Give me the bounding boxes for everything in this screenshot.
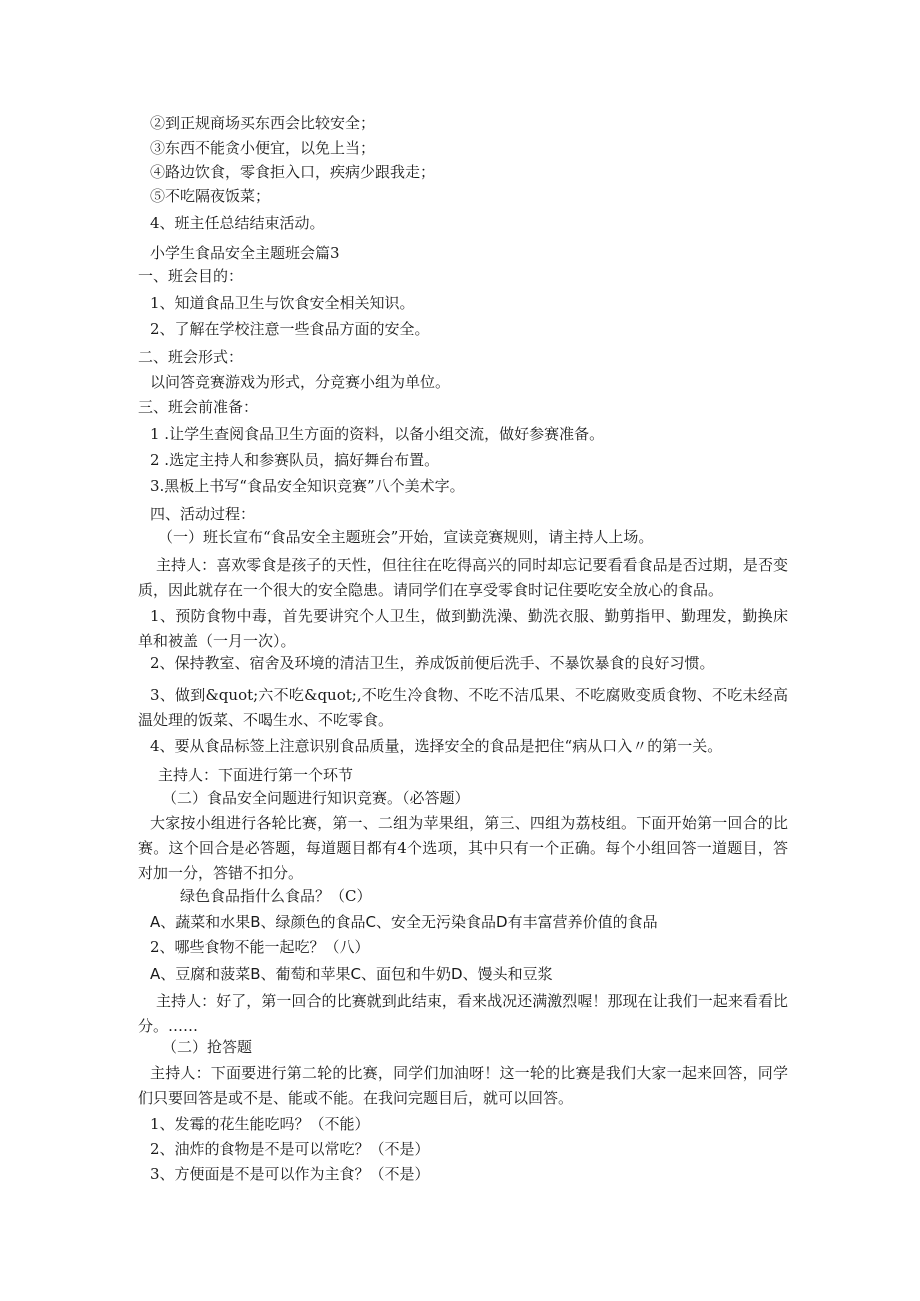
text-line: （一）班长宣布“食品安全主题班会”开始，宣读竞赛规则，请主持人上场。 <box>158 528 654 546</box>
text-line: 主持人：下面进行第一个环节 <box>158 766 354 784</box>
text-line: 2 .选定主持人和参赛队员，搞好舞台布置。 <box>150 451 440 469</box>
text-line: ③东西不能贪小便宜，以免上当； <box>150 139 376 157</box>
text-line: 4、班主任总结结束活动。 <box>150 214 325 232</box>
paragraph: 主持人：喜欢零食是孩子的天性，但往往在吃得高兴的同时却忘记要看看食品是否过期，是否变质，因此就存在一个很大的安全隐患。请同学们在享受零食时记住要吃安全放心的食品。 <box>138 556 788 599</box>
options: A、豆腐和菠菜B、葡萄和苹果C、面包和牛奶D、馒头和豆浆 <box>150 965 553 983</box>
text-line: 1、知道食品卫生与饮食安全相关知识。 <box>150 294 415 312</box>
text-line: ④路边饮食，零食拒入口，疾病少跟我走； <box>150 163 436 181</box>
question: 1、发霉的花生能吃吗？（不能） <box>150 1115 370 1133</box>
text-line: 1 .让学生查阅食品卫生方面的资料，以备小组交流，做好参赛准备。 <box>150 425 605 443</box>
text-line: （二）食品安全问题进行知识竞赛。（必答题） <box>162 789 470 807</box>
question: 2、哪些食物不能一起吃？（八） <box>150 938 370 956</box>
paragraph: 1、预防食物中毒，首先要讲究个人卫生，做到勤洗澡、勤洗衣服、勤剪指甲、勤理发，勤换床单和被盖（一月一次）。 <box>138 607 788 650</box>
text-line: ⑤不吃隔夜饭菜； <box>150 187 271 205</box>
paragraph: 主持人：下面要进行第二轮的比赛，同学们加油呀！这一轮的比赛是我们大家一起来回答，同学们只要回答是或不是、能或不能。在我问完题目后，就可以回答。 <box>138 1064 788 1107</box>
text-line: 以问答竞赛游戏为形式，分竞赛小组为单位。 <box>150 373 451 391</box>
paragraph: 3、做到&quot;六不吃&quot;,不吃生冷食物、不吃不洁瓜果、不吃腐败变质食物、不吃未经高温处理的饭菜、不喝生水、不吃零食。 <box>138 686 788 729</box>
question: 3、方便面是不是可以作为主食？（不是） <box>150 1165 430 1183</box>
text-line: ②到正规商场买东西会比较安全； <box>150 114 376 132</box>
heading: 四、活动过程： <box>150 505 256 523</box>
text-line: 4、要从食品标签上注意识别食品质量，选择安全的食品是把住“病从口入〃的第一关。 <box>150 737 723 755</box>
text-line: 2、了解在学校注意一些食品方面的安全。 <box>150 320 430 338</box>
text-line: （二）抢答题 <box>162 1038 253 1056</box>
heading: 三、班会前准备： <box>138 398 259 416</box>
paragraph: 主持人：好了，第一回合的比赛就到此结束，看来战况还满激烈喔！那现在让我们一起来看看比分。…… <box>138 992 788 1035</box>
heading: 一、班会目的： <box>138 267 244 285</box>
question: 2、油炸的食物是不是可以常吃？（不是） <box>150 1140 430 1158</box>
section-title: 小学生食品安全主题班会篇3 <box>150 244 340 262</box>
heading: 二、班会形式： <box>138 348 244 366</box>
text-line: 3.黑板上书写“食品安全知识竞赛”八个美术字。 <box>150 477 465 495</box>
text-line: 2、保持教室、宿舍及环境的清洁卫生，养成饭前便后洗手、不暴饮暴食的良好习惯。 <box>150 654 715 672</box>
question: 绿色食品指什么食品？（C） <box>180 887 372 905</box>
options: A、蔬菜和水果B、绿颜色的食品C、安全无污染食品D有丰富营养价值的食品 <box>150 913 658 931</box>
paragraph: 大家按小组进行各轮比赛，第一、二组为苹果组，第三、四组为荔枝组。下面开始第一回合的比赛。这个回合是必答题，每道题目都有4个选项，其中只有一个正确。每个小组回答一道题目，答对加一分，答错不扣分。 <box>138 814 788 882</box>
